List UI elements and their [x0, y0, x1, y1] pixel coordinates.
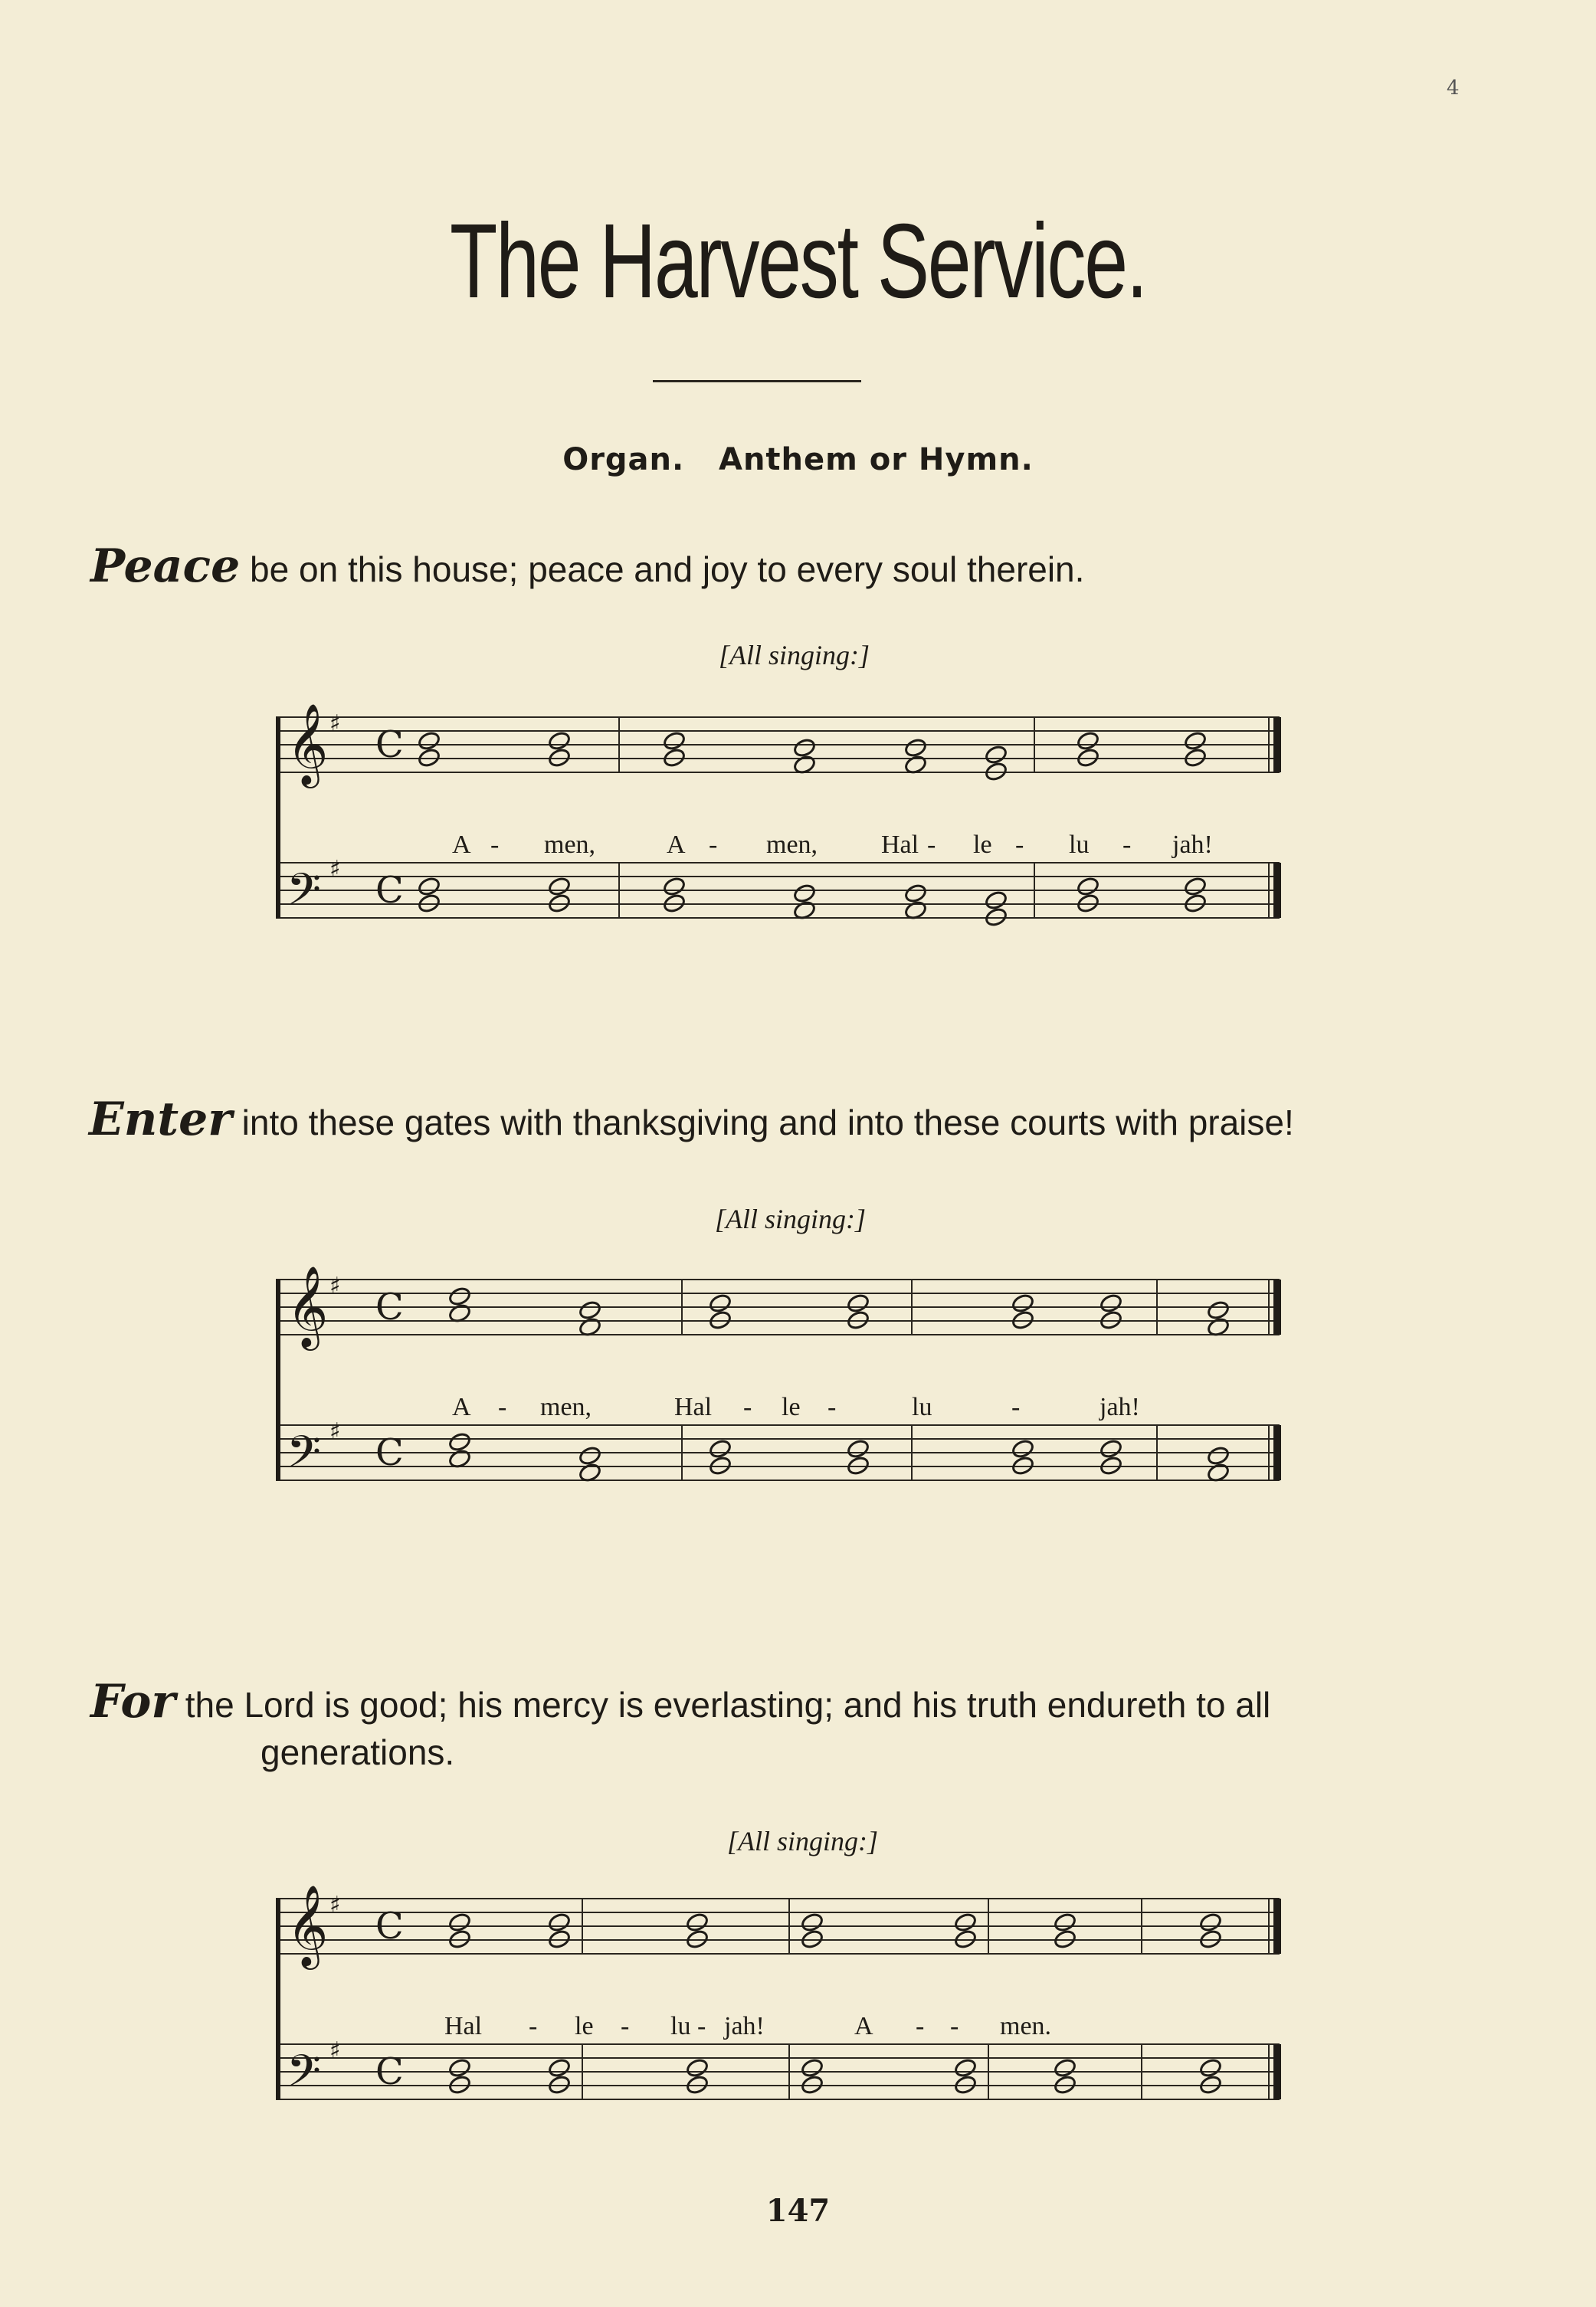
lyric-syllable: A — [854, 2012, 873, 2040]
verse-1-initial: Peace — [90, 539, 241, 593]
note-head — [1099, 1293, 1122, 1313]
note-head — [578, 1445, 601, 1466]
lyric-syllable: le — [575, 2012, 594, 2040]
treble-clef: 𝄞 — [287, 1266, 329, 1347]
note-head — [1183, 730, 1207, 751]
note-head — [417, 730, 441, 751]
lyric-syllable: Hal — [881, 831, 919, 859]
note-head — [903, 883, 927, 903]
score-1 — [276, 703, 1295, 1002]
note-head — [800, 1912, 824, 1932]
common-time: C — [375, 1286, 404, 1329]
key-sharp: ♯ — [329, 2037, 341, 2064]
verse-3 — [90, 1675, 1271, 1772]
note-head — [447, 1431, 471, 1452]
direction-1: [All singing:] — [718, 640, 870, 670]
lyric-syllable: - — [1015, 831, 1024, 859]
lyric-syllable: A — [452, 831, 471, 859]
lyric-syllable: Hal — [674, 1393, 713, 1421]
note-head — [708, 1293, 732, 1313]
note-head — [662, 876, 686, 896]
note-head — [984, 890, 1008, 910]
note-head — [846, 1438, 870, 1459]
note-head — [1076, 876, 1100, 896]
note-head — [662, 730, 686, 751]
note-head — [1053, 2057, 1077, 2078]
direction-3: [All singing:] — [726, 1826, 878, 1856]
lyric-syllable: Hal — [444, 2012, 483, 2040]
common-time: C — [375, 1431, 404, 1474]
bass-clef: 𝄢 — [287, 2045, 322, 2108]
key-sharp: ♯ — [329, 1892, 341, 1919]
final-barline-thick — [1273, 1280, 1281, 1335]
lyric-syllable: - — [709, 831, 718, 859]
lyric-syllable: men, — [544, 831, 596, 859]
verse-3-text: the Lord is good; his mercy is everlasting; and his truth endureth to all — [175, 1685, 1271, 1725]
common-time: C — [375, 869, 404, 912]
final-barline-thick — [1273, 2044, 1281, 2099]
lyric-syllable: - — [927, 831, 936, 859]
final-barline-thick — [1273, 863, 1281, 918]
note-head — [417, 876, 441, 896]
key-sharp: ♯ — [329, 856, 341, 883]
note-head — [1206, 1445, 1230, 1466]
lyric-syllable: lu — [1069, 831, 1090, 859]
lyric-syllable: - — [1011, 1393, 1021, 1421]
verse-3-initial: For — [90, 1675, 175, 1729]
note-head — [1076, 730, 1100, 751]
note-head — [1011, 1293, 1034, 1313]
bass-clef: 𝄢 — [287, 863, 322, 926]
note-head — [792, 883, 816, 903]
lyric-syllable: A — [452, 1393, 471, 1421]
note-head — [547, 730, 571, 751]
lyric-syllable: jah! — [724, 2012, 765, 2040]
lyric-syllable: A — [667, 831, 686, 859]
bass-clef: 𝄢 — [287, 1426, 322, 1489]
note-head — [578, 1299, 601, 1320]
note-head — [1198, 2057, 1222, 2078]
note-head — [685, 1912, 709, 1932]
common-time: C — [375, 2050, 404, 2093]
note-head — [800, 2057, 824, 2078]
verse-1 — [90, 541, 1084, 595]
lyric-syllable: - — [621, 2012, 630, 2040]
lyric-syllable: jah! — [1100, 1393, 1140, 1421]
lyric-syllable: - — [743, 1393, 752, 1421]
lyric-syllable: - — [916, 2012, 925, 2040]
lyric-syllable: jah! — [1172, 831, 1213, 859]
music-system-3 — [276, 1885, 1287, 2176]
lyric-syllable: le — [973, 831, 992, 859]
lyric-syllable: lu — [670, 2012, 691, 2040]
note-head — [1183, 876, 1207, 896]
final-barline-thick — [1273, 717, 1281, 772]
note-head — [1053, 1912, 1077, 1932]
note-head — [547, 1912, 571, 1932]
subheading: Organ. Anthem or Hymn. — [562, 442, 1034, 477]
final-barline-thick — [1273, 1425, 1281, 1480]
lyric-syllable: - — [490, 831, 500, 859]
page-title: The Harvest Service. — [449, 202, 1147, 320]
common-time: C — [375, 1905, 404, 1948]
treble-clef: 𝄞 — [287, 1885, 329, 1966]
score-3 — [276, 1885, 1295, 2184]
key-sharp: ♯ — [329, 1418, 341, 1445]
lyric-syllable: - — [697, 2012, 706, 2040]
lyric-syllable: lu — [912, 1393, 932, 1421]
key-sharp: ♯ — [329, 1273, 341, 1299]
note-head — [846, 1293, 870, 1313]
direction-2: [All singing:] — [714, 1204, 866, 1234]
note-head — [792, 737, 816, 758]
note-head — [984, 744, 1008, 765]
score-2 — [276, 1266, 1295, 1565]
key-sharp: ♯ — [329, 710, 341, 737]
note-head — [685, 2057, 709, 2078]
note-head — [953, 2057, 977, 2078]
lyric-syllable: - — [950, 2012, 959, 2040]
note-head — [1099, 1438, 1122, 1459]
lyric-syllable: le — [782, 1393, 801, 1421]
lyric-syllable: - — [827, 1393, 837, 1421]
lyric-syllable: - — [498, 1393, 507, 1421]
lyric-syllable: men. — [1000, 2012, 1052, 2040]
note-head — [447, 1912, 471, 1932]
final-barline-thick — [1273, 1899, 1281, 1954]
note-head — [1206, 1299, 1230, 1320]
note-head — [708, 1438, 732, 1459]
note-head — [1198, 1912, 1222, 1932]
verse-3-continuation: generations. — [261, 1732, 455, 1772]
note-head — [903, 737, 927, 758]
lyric-syllable: - — [1122, 831, 1132, 859]
verse-2-text: into these gates with thanksgiving and into these courts with praise! — [231, 1103, 1294, 1142]
note-head — [447, 1286, 471, 1306]
note-head — [547, 876, 571, 896]
page-number: 147 — [765, 2193, 831, 2229]
note-head — [953, 1912, 977, 1932]
lyric-syllable: - — [529, 2012, 538, 2040]
lyric-syllable: men, — [766, 831, 818, 859]
common-time: C — [375, 723, 404, 766]
note-head — [547, 2057, 571, 2078]
verse-2 — [89, 1094, 1294, 1148]
verse-2-initial: Enter — [89, 1093, 232, 1146]
treble-clef: 𝄞 — [287, 703, 329, 785]
title-rule — [653, 380, 861, 382]
note-head — [1011, 1438, 1034, 1459]
verse-1-text: be on this house; peace and joy to every soul therein. — [240, 549, 1085, 589]
corner-mark: 4 — [1447, 77, 1460, 100]
note-head — [447, 2057, 471, 2078]
lyric-syllable: men, — [540, 1393, 592, 1421]
